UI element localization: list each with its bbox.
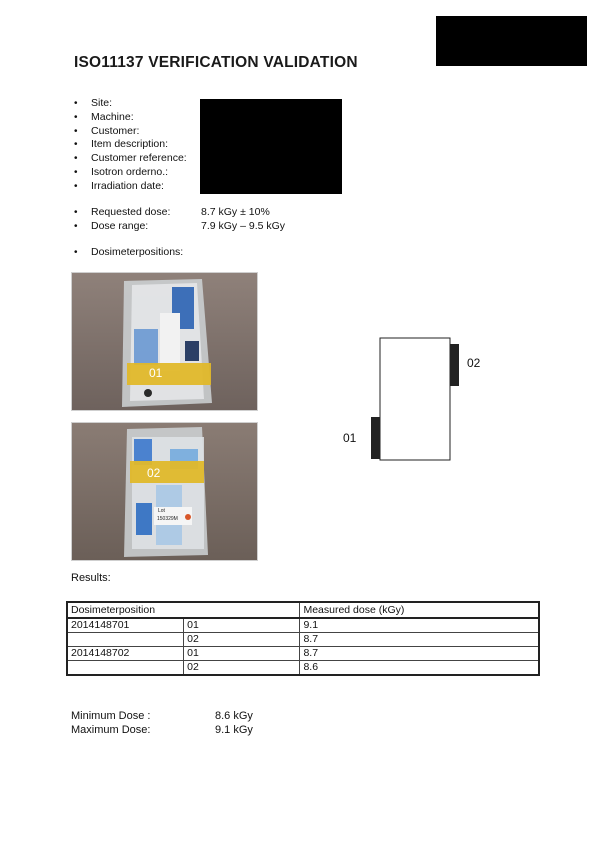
field-machine	[74, 111, 187, 125]
requested-dose-item	[74, 206, 270, 220]
minimum-dose-value: 8.6 kGy	[215, 710, 253, 722]
field-irradiation-date	[74, 180, 187, 194]
maximum-dose-value: 9.1 kGy	[215, 724, 253, 736]
dose-list	[74, 206, 286, 234]
field-label: Customer:	[91, 124, 140, 137]
dose-range-label: Dose range:	[91, 219, 149, 232]
redacted-field-values	[200, 99, 342, 194]
field-label: Item description:	[91, 138, 169, 151]
field-label: Irradiation date:	[91, 179, 164, 192]
results-table	[66, 601, 540, 676]
photo-02-sticker-line1: Lot	[158, 508, 165, 514]
cell-id	[67, 633, 184, 647]
requested-dose-label: Requested dose:	[91, 206, 171, 218]
cell-id: 2014148702	[67, 647, 184, 661]
minimum-dose-label: Minimum Dose :	[71, 710, 151, 722]
cell-position: 02	[184, 661, 300, 676]
field-label: Site:	[91, 97, 113, 109]
requested-dose-value: 8.7 kGy ± 10%	[201, 206, 270, 218]
photo-01-image	[72, 273, 257, 410]
table-row	[67, 633, 539, 647]
photo-01-tag: 01	[149, 366, 163, 380]
cell-position: 01	[184, 647, 300, 661]
photo-position-01	[71, 272, 258, 411]
cell-id: 2014148701	[67, 618, 184, 633]
field-item-description	[74, 138, 187, 152]
cell-id	[67, 661, 184, 676]
position-diagram-drawing	[330, 330, 500, 470]
cell-position: 01	[184, 618, 300, 633]
field-label: Customer reference:	[91, 152, 187, 165]
photo-position-02	[71, 422, 258, 561]
positions-list	[74, 246, 183, 260]
cell-dose: 9.1	[300, 618, 539, 633]
photo-02-tag: 02	[147, 466, 161, 480]
table-row	[67, 647, 539, 661]
dose-range-value: 7.9 kGy – 9.5 kGy	[201, 219, 286, 232]
table-row	[67, 618, 539, 633]
field-customer-reference	[74, 152, 187, 166]
positions-item	[74, 246, 183, 260]
field-customer	[74, 125, 187, 139]
cell-dose: 8.6	[300, 661, 539, 676]
diagram-label-02: 02	[467, 356, 481, 370]
minimum-dose-row	[71, 709, 253, 723]
header-dosimeterposition: Dosimeterposition	[67, 602, 300, 618]
maximum-dose-label: Maximum Dose:	[71, 724, 151, 736]
cell-position: 02	[184, 633, 300, 647]
photo-02-image	[72, 423, 257, 560]
diagram-label-01: 01	[343, 431, 357, 445]
position-diagram	[330, 330, 500, 470]
cell-dose: 8.7	[300, 647, 539, 661]
dose-range-item	[74, 219, 286, 234]
table-row	[67, 661, 539, 676]
table-header-row	[67, 602, 539, 618]
field-site	[74, 97, 187, 111]
cell-dose: 8.7	[300, 633, 539, 647]
photo-02-sticker-line2: 150329M	[157, 516, 178, 522]
positions-label: Dosimeterpositions:	[91, 246, 184, 258]
field-label: Machine:	[91, 110, 134, 123]
results-label: Results:	[71, 572, 111, 584]
info-field-list	[74, 97, 187, 194]
redacted-logo-block	[436, 16, 587, 66]
maximum-dose-row	[71, 723, 253, 737]
field-label: Isotron orderno.:	[91, 165, 169, 178]
field-order-number	[74, 166, 187, 180]
header-measured-dose: Measured dose (kGy)	[300, 602, 539, 618]
page-title: ISO11137 VERIFICATION VALIDATION	[74, 54, 358, 71]
